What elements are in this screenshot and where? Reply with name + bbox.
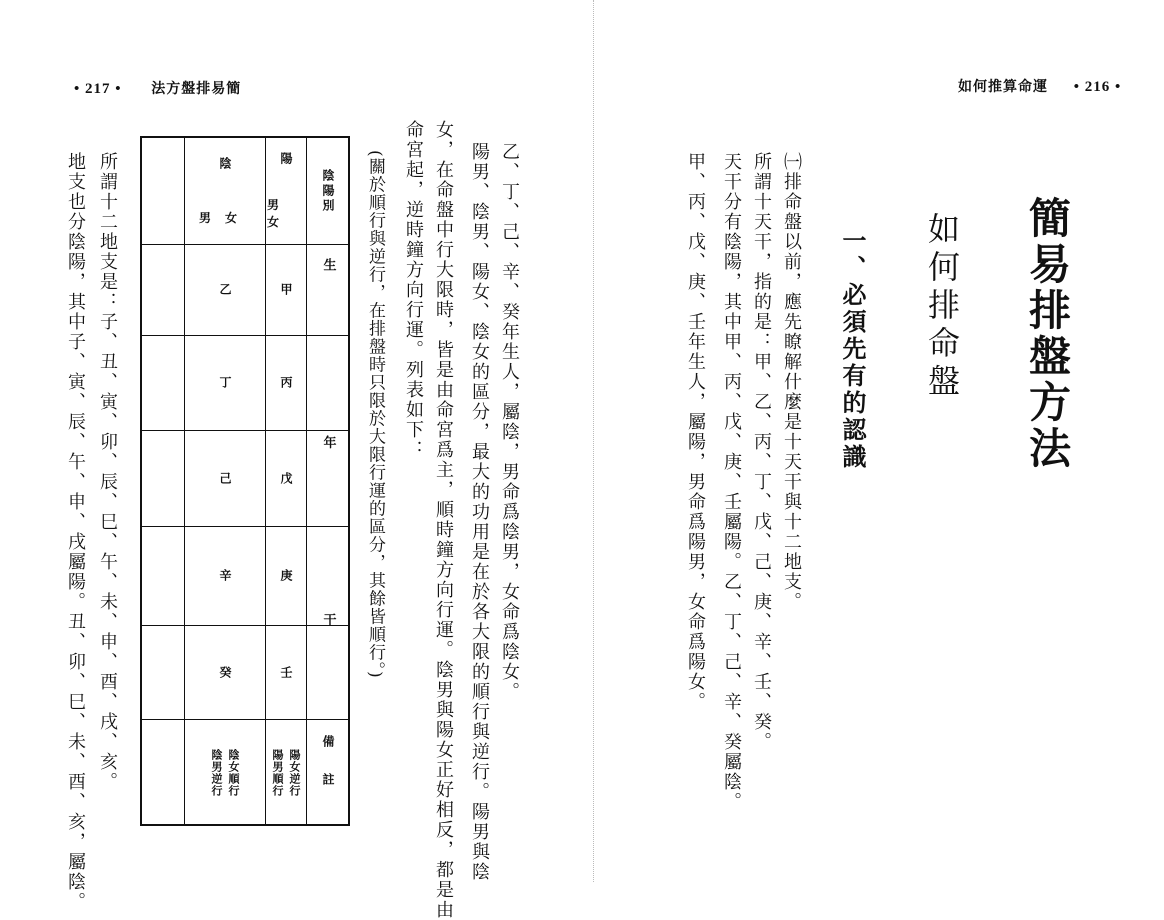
left-text-column: 地支也分陰陽，其中子、寅、辰、午、申、戌屬陽。丑、卯、巳、未、酉、亥，屬陰。 <box>65 152 86 912</box>
table-header-category: 陰陽別 <box>321 168 335 214</box>
right-text-column: ㈠排命盤以前，應先瞭解什麼是十天干與十二地支。 <box>781 152 802 612</box>
right-text-column: 天干分有陰陽，其中甲、丙、戊、庚、壬屬陽。乙、丁、己、辛、癸屬陰。 <box>721 152 742 812</box>
table-cell-stem: 乙 <box>218 283 232 298</box>
table-yang-label: 陽 男女 <box>267 152 294 229</box>
table-cell-stem: 癸 <box>218 665 232 681</box>
table-cell-stem: 甲 <box>279 283 293 298</box>
right-text-column: 所謂十天干，指的是：甲、乙、丙、丁、戊、己、庚、辛、壬、癸。 <box>751 152 772 752</box>
yin-yang-table <box>140 136 350 826</box>
left-text-note: (關於順行與逆行，在排盤時只限於大限行運的區分，其餘皆順行。) <box>365 150 385 679</box>
chapter-subtitle: 如何排命盤 <box>923 212 961 402</box>
table-cell-stem: 壬 <box>279 665 293 681</box>
table-cell-stem: 辛 <box>218 569 232 584</box>
table-cell-stem: 己 <box>218 471 232 487</box>
table-cell-stem: 丙 <box>279 376 293 391</box>
table-cell-stem: 丁 <box>218 376 232 391</box>
left-text-column: 乙、丁、己、辛、癸年生人，屬陰，男命爲陰男，女命爲陰女。 <box>499 142 520 702</box>
table-header-stems: 生 年 干 <box>320 258 336 707</box>
right-book-title: 如何推算命運 <box>958 79 1048 95</box>
table-yang-notes: 陽男順行 陽女逆行 <box>271 748 301 797</box>
table-cell-stem: 庚 <box>279 569 293 584</box>
left-running-head <box>74 78 241 98</box>
chapter-title: 簡易排盤方法 <box>1023 196 1072 472</box>
left-book-title: 法方盤排易簡 <box>151 81 242 97</box>
left-text-column: 女，在命盤中行大限時，皆是由命宮爲主，順時鐘方向行運。陰男與陽女正好相反，都是由 <box>433 120 454 920</box>
left-text-column: 命宮起，逆時鐘方向行運。列表如下： <box>403 120 424 460</box>
section-heading: 一、必須先有的認識 <box>838 228 867 471</box>
right-page-number: • 216 • <box>1073 79 1122 95</box>
table-cell-stem: 戊 <box>279 471 293 487</box>
right-text-column: 甲、丙、戊、庚、壬年生人，屬陽，男命爲陽男，女命爲陽女。 <box>685 152 706 712</box>
table-yin-notes: 陰男逆行 陰女順行 <box>210 748 240 797</box>
table-yin-label: 陰 男女 <box>198 156 251 225</box>
left-page-number: • 217 • <box>74 81 122 97</box>
page-gutter <box>593 0 594 882</box>
right-running-head <box>958 76 1121 96</box>
table-header-notes: 備註 <box>321 734 335 811</box>
left-text-column: 所謂十二地支是：子、丑、寅、卯、辰、巳、午、未、申、酉、戌、亥。 <box>97 152 118 792</box>
left-text-column: 陽男、陰男、陽女、陰女的區分，最大的功用是在於各大限的順行與逆行。陽男與陰 <box>469 142 490 882</box>
